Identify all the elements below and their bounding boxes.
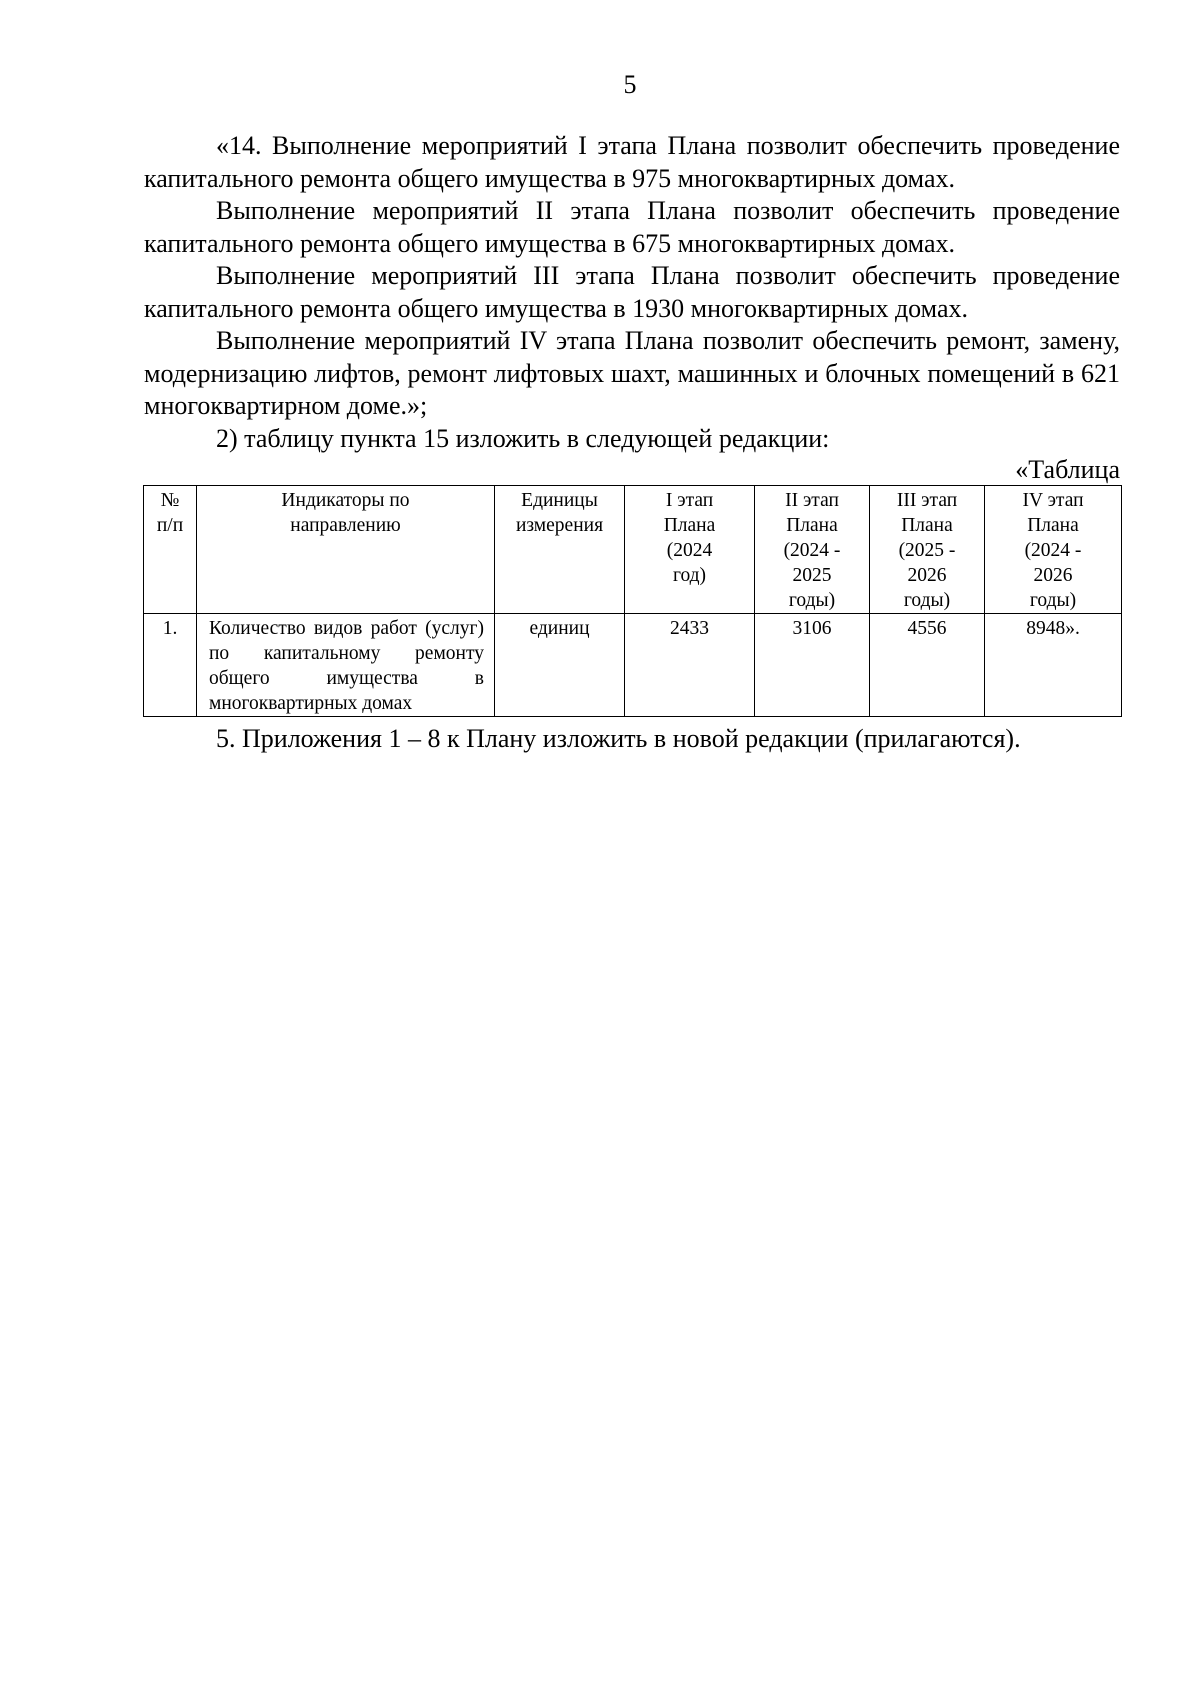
row-number: 1. bbox=[144, 614, 197, 717]
row-stage-2-value: 3106 bbox=[755, 614, 870, 717]
row-stage-4-value: 8948». bbox=[985, 614, 1122, 717]
header-units: Единицы измерения bbox=[495, 486, 625, 614]
paragraph-stage-4: Выполнение мероприятий IV этапа Плана позволит обеспечить ремонт, замену, модернизацию лифтов, ремонт лифтовых шахт, машинных и блочных помещений в 621 многоквартирном доме.»; bbox=[144, 326, 1120, 420]
paragraph-table-intro: 2) таблицу пункта 15 изложить в следующей редакции: bbox=[216, 423, 830, 453]
header-indicators: Индикаторы по направлению bbox=[197, 486, 495, 614]
paragraph-stage-1: «14. Выполнение мероприятий I этапа Плана позволит обеспечить проведение капитального ремонта общего имущества в 975 многоквартирных домах. bbox=[144, 131, 1120, 193]
header-stage-3: III этап Плана (2025 - 2026 годы) bbox=[870, 486, 985, 614]
header-stage-2: II этап Плана (2024 - 2025 годы) bbox=[755, 486, 870, 614]
paragraph-stage-3: Выполнение мероприятий III этапа Плана позволит обеспечить проведение капитального ремонта общего имущества в 1930 многоквартирных домах. bbox=[144, 261, 1120, 323]
paragraph-appendices: 5. Приложения 1 – 8 к Плану изложить в новой редакции (прилагаются). bbox=[216, 724, 1021, 753]
indicators-table bbox=[143, 485, 1122, 717]
document-body bbox=[144, 130, 1120, 756]
row-stage-3-value: 4556 bbox=[870, 614, 985, 717]
header-stage-1: I этап Плана (2024 год) bbox=[625, 486, 755, 614]
table-header-row bbox=[144, 486, 1122, 614]
table-caption: «Таблица bbox=[1015, 455, 1120, 484]
header-stage-4: IV этап Плана (2024 - 2026 годы) bbox=[985, 486, 1122, 614]
paragraph-stage-2: Выполнение мероприятий II этапа Плана позволит обеспечить проведение капитального ремонта общего имущества в 675 многоквартирных домах. bbox=[144, 196, 1120, 258]
row-indicator: Количество видов работ (услуг) по капитальному ремонту общего имущества в многоквартирных домах bbox=[197, 614, 495, 717]
page-number: 5 bbox=[623, 70, 637, 99]
header-number: № п/п bbox=[144, 486, 197, 614]
row-stage-1-value: 2433 bbox=[625, 614, 755, 717]
table-row bbox=[144, 614, 1122, 717]
row-unit: единиц bbox=[495, 614, 625, 717]
